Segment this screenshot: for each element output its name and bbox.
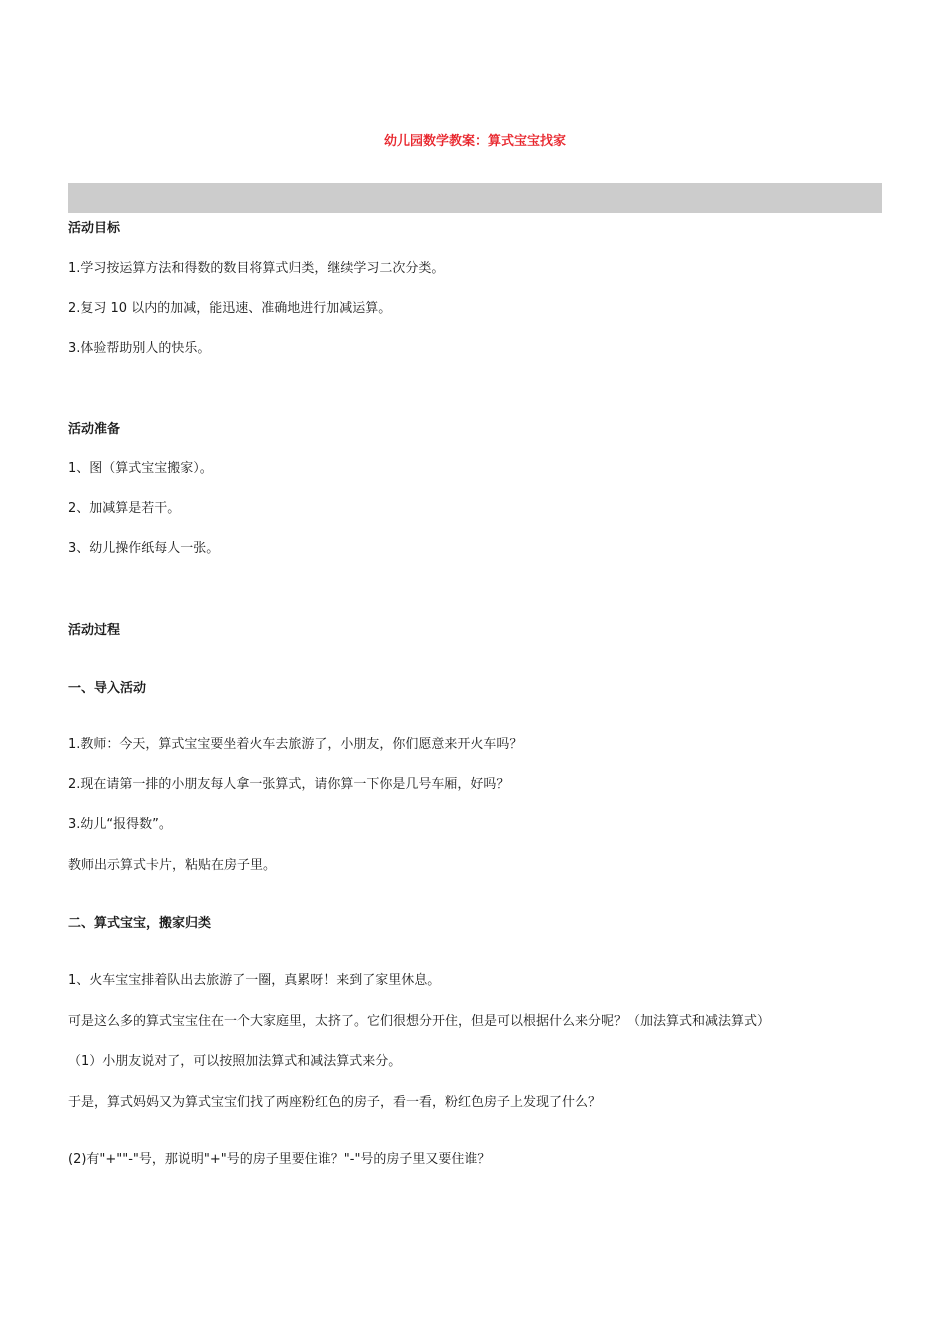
section2-item: 可是这么多的算式宝宝住在一个大家庭里，太挤了。它们很想分开住，但是可以根据什么来分呢？（加法算式和减法算式）: [68, 1014, 771, 1029]
section1-item: 3.幼儿“报得数”。: [68, 817, 172, 832]
goal-item: 1.学习按运算方法和得数的数目将算式归类，继续学习二次分类。: [68, 261, 445, 276]
section2-item: （1）小朋友说对了，可以按照加法算式和减法算式来分。: [68, 1054, 402, 1069]
goal-item: 2.复习 10 以内的加减，能迅速、准确地进行加减运算。: [68, 301, 392, 316]
preparation-heading: 活动准备: [68, 422, 121, 437]
section2-heading: 二、算式宝宝，搬家归类: [68, 916, 212, 931]
goal-item: 3.体验帮助别人的快乐。: [68, 341, 211, 356]
preparation-item: 1、图（算式宝宝搬家）。: [68, 461, 213, 476]
process-heading: 活动过程: [68, 623, 121, 638]
goals-heading: 活动目标: [68, 221, 121, 236]
section2-item: 1、火车宝宝排着队出去旅游了一圈，真累呀！来到了家里休息。: [68, 973, 441, 988]
preparation-item: 2、加减算是若干。: [68, 501, 181, 516]
header-gray-bar: [68, 183, 882, 213]
section2-item: 于是，算式妈妈又为算式宝宝们找了两座粉红色的房子，看一看，粉红色房子上发现了什么？: [68, 1095, 602, 1110]
section1-item: 教师出示算式卡片，粘贴在房子里。: [68, 858, 277, 873]
section1-heading: 一、导入活动: [68, 681, 147, 696]
section1-item: 1.教师：今天，算式宝宝要坐着火车去旅游了，小朋友，你们愿意来开火车吗？: [68, 737, 523, 752]
preparation-item: 3、幼儿操作纸每人一张。: [68, 541, 220, 556]
section2-item: (2)有"+""-"号，那说明"+"号的房子里要住谁？"-"号的房子里又要住谁？: [68, 1152, 491, 1167]
document-title: 幼儿园数学教案：算式宝宝找家: [383, 134, 566, 149]
section1-item: 2.现在请第一排的小朋友每人拿一张算式，请你算一下你是几号车厢，好吗？: [68, 777, 510, 792]
